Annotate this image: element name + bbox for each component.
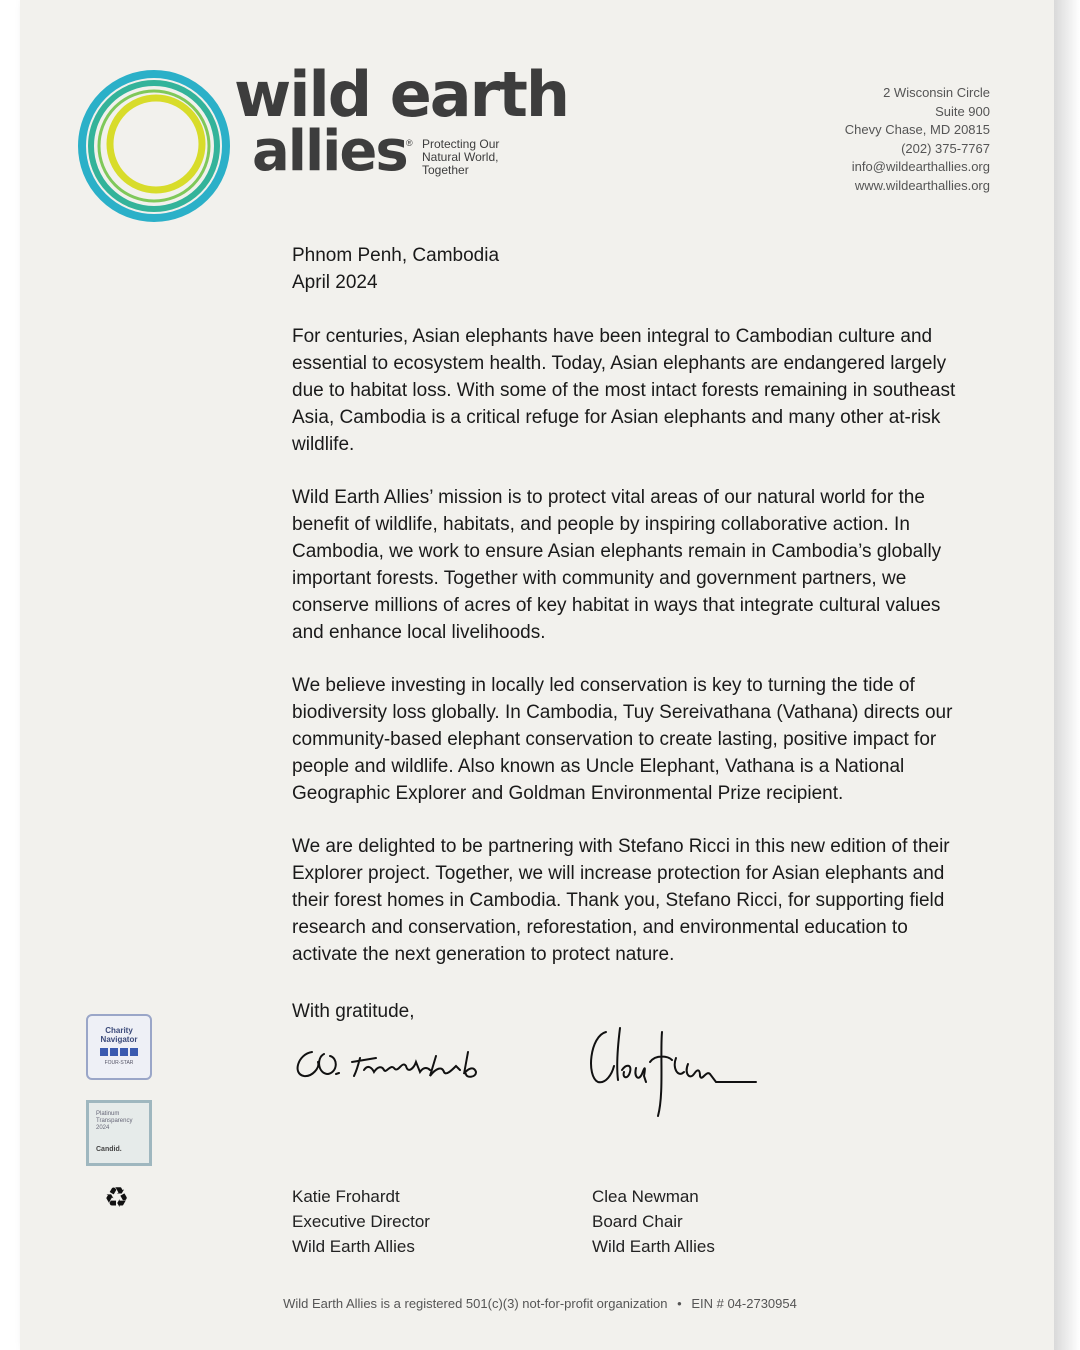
signer-name: Katie Frohardt <box>292 1187 400 1206</box>
logo-wordmark-bottom: allies <box>252 119 407 184</box>
signer-block-2 <box>592 1184 715 1259</box>
badge-rating: FOUR-STAR <box>104 1060 134 1066</box>
page-shadow <box>1054 0 1080 1350</box>
footer-separator: • <box>677 1296 682 1311</box>
letterhead-address <box>845 84 990 195</box>
badge-brand: Candid. <box>96 1146 122 1153</box>
address-website: www.wildearthallies.org <box>854 177 990 193</box>
registered-mark: ® <box>406 138 413 148</box>
letter-paragraph: We believe investing in locally led conservation is key to turning the tide of biodiversity loss globally. In Cambodia, Tuy Sereivathana (Vathana) directs our community-based elephant conservation to create lasting, positive impact for people and wildlife. Also known as Uncle Elephant, Vathana is a National Geographic Explorer and Goldman Environmental Prize recipient. <box>292 675 953 804</box>
badge-line: Transparency <box>96 1118 133 1124</box>
signer-block-1 <box>292 1184 430 1259</box>
badge-line: Platinum <box>96 1111 120 1117</box>
address-street: 2 Wisconsin Circle <box>883 85 990 100</box>
star-rating-icon <box>88 1048 150 1056</box>
signer-title: Board Chair <box>592 1212 683 1231</box>
signer-name: Clea Newman <box>592 1187 699 1206</box>
signer-org: Wild Earth Allies <box>292 1237 415 1256</box>
footer-ein: EIN # 04-2730954 <box>691 1296 797 1311</box>
signature-katie-frohardt <box>290 1040 500 1090</box>
letter-paragraph: We are delighted to be partnering with Stefano Ricci in this new edition of their Explorer project. Together, we will increase protection for Asian elephants and their forest homes in Cambodia. Thank you, Stefano Ricci, for supporting field research and conservation, reforestation, and environmental education to activate the next generation to protect nature. <box>292 836 950 965</box>
charity-navigator-badge <box>86 1014 152 1080</box>
tagline-line: Together <box>422 163 469 177</box>
footer-text: Wild Earth Allies is a registered 501(c)(3) not-for-profit organization <box>283 1296 668 1311</box>
badge-line: Charity <box>105 1026 133 1035</box>
recycle-icon: ♻ <box>104 1181 130 1214</box>
badge-line: Navigator <box>100 1035 138 1044</box>
signer-title: Executive Director <box>292 1212 430 1231</box>
address-phone: (202) 375-7767 <box>901 140 990 156</box>
letter-place: Phnom Penh, Cambodia <box>292 245 500 266</box>
logo-tagline <box>422 138 499 177</box>
address-suite: Suite 900 <box>935 103 990 119</box>
address-email: info@wildearthallies.org <box>851 159 990 174</box>
tagline-line: Protecting Our <box>422 137 500 151</box>
letter-paragraph: For centuries, Asian elephants have been integral to Cambodian culture and essential to ecosystem health. Today, Asian elephants are endangered largely due to habitat loss. With some of the most intact forests remaining in southeast Asia, Cambodia is a critical refuge for Asian elephants and many other at-risk wildlife. <box>292 326 956 455</box>
footer <box>0 1296 1080 1311</box>
badge-line: 2024 <box>96 1125 110 1131</box>
letter-date: April 2024 <box>292 272 378 293</box>
letter-closing: With gratitude, <box>292 1001 415 1022</box>
address-city: Chevy Chase, MD 20815 <box>844 122 990 137</box>
letter-paragraph: Wild Earth Allies’ mission is to protect vital areas of our natural world for the benefit of wildlife, habitats, and people by inspiring collaborative action. In Cambodia, we work to ensure Asian elephants remain in Cambodia’s globally important forests. Together with community and government partners, we conserve millions of acres of key habitat in ways that integrate cultural values and enhance local livelihoods. <box>292 487 942 643</box>
logo-wordmark-top: wild earth <box>234 58 568 131</box>
signer-org: Wild Earth Allies <box>592 1237 715 1256</box>
letter-body <box>292 242 972 994</box>
candid-seal-badge <box>86 1100 152 1166</box>
signature-clea-newman <box>584 1024 764 1124</box>
tagline-line: Natural World, <box>422 150 499 164</box>
logo-ring-icon <box>76 68 232 224</box>
